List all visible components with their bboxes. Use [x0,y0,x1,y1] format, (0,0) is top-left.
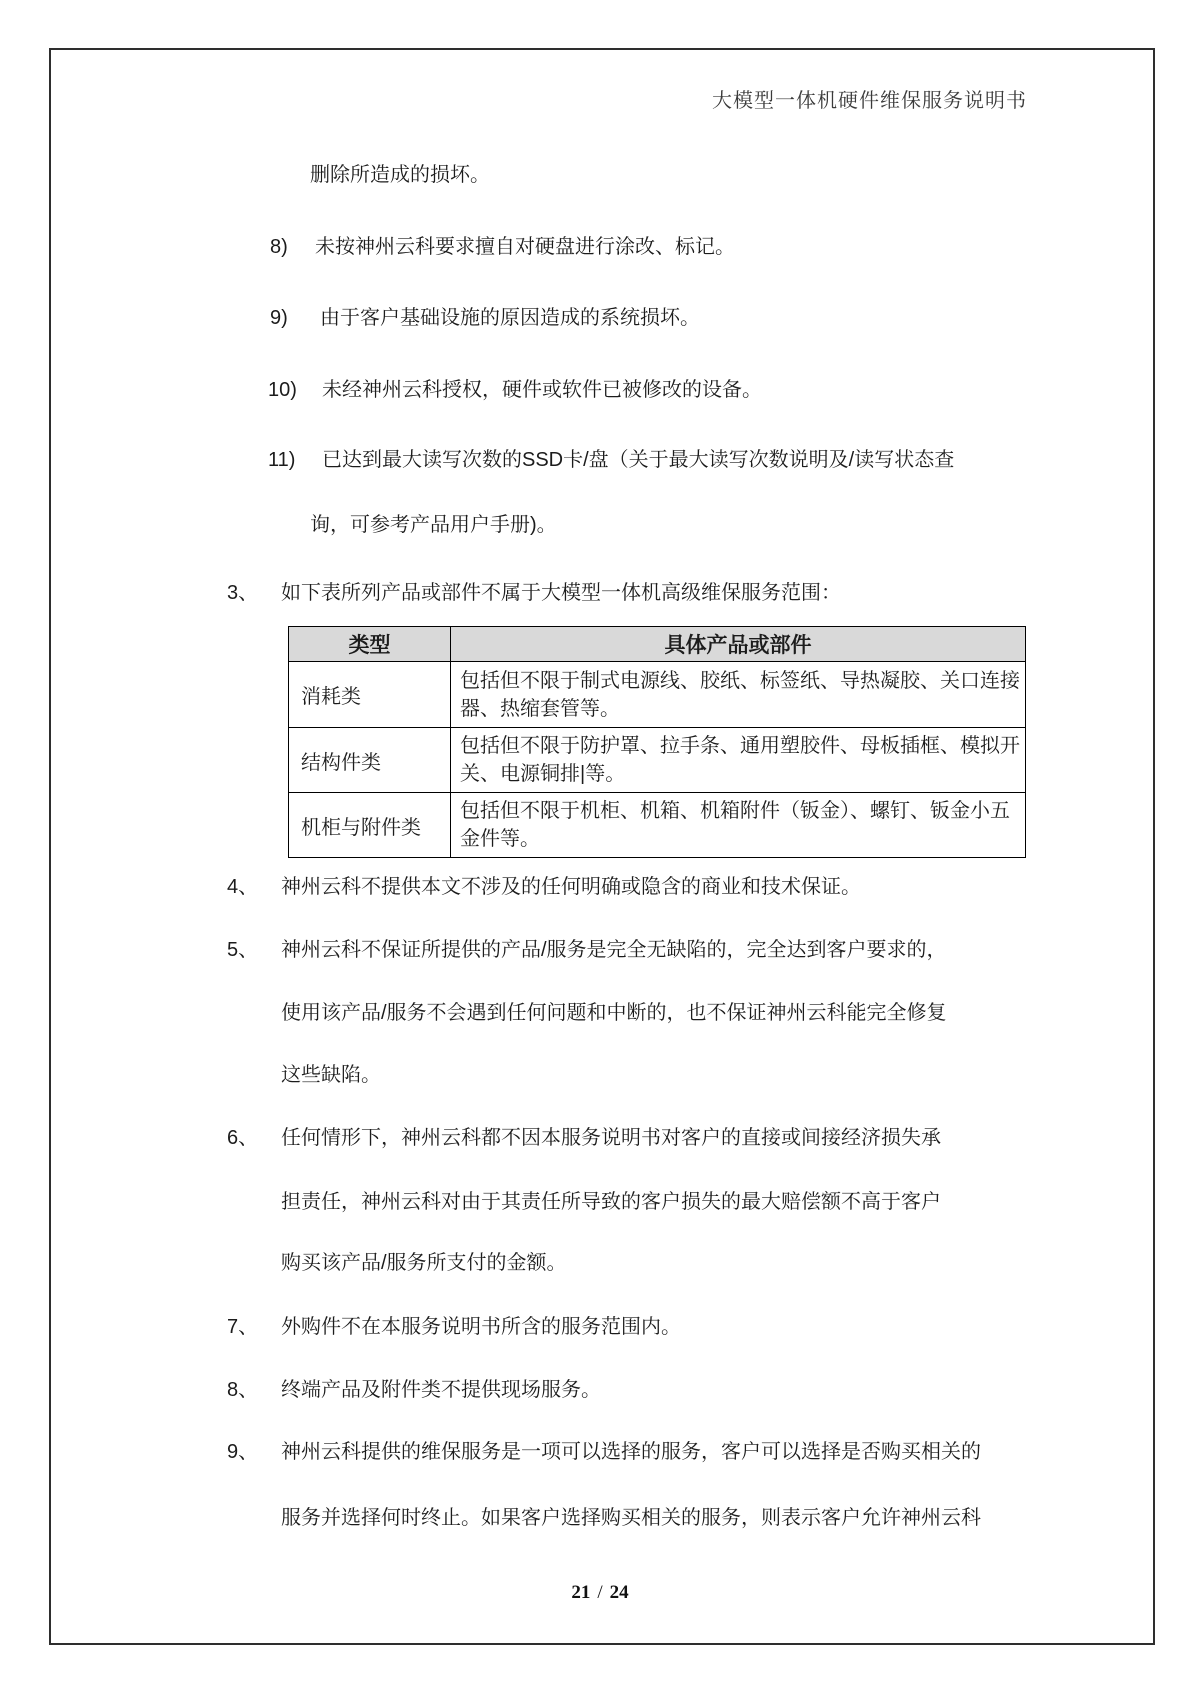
page-number-current: 21 [571,1582,591,1603]
list-item-number: 4、 [227,876,259,898]
list-item-text: 任何情形下，神州云科都不因本服务说明书对客户的直接或间接经济损失承 [281,1127,941,1149]
page-number-separator: / [597,1582,603,1603]
list-item-number: 6、 [227,1127,259,1149]
table-header-row [289,627,1026,662]
table-cell-desc [451,793,1026,858]
sub-item-text: 由于客户基础设施的原因造成的系统损坏。 [320,307,700,329]
list-item-text: 购买该产品/服务所支付的金额。 [281,1252,567,1274]
page-number-total: 24 [609,1582,629,1603]
list-item-text: 终端产品及附件类不提供现场服务。 [281,1379,601,1401]
sub-item-text: 未经神州云科授权，硬件或软件已被修改的设备。 [322,379,762,401]
list-item-text: 神州云科提供的维保服务是一项可以选择的服务，客户可以选择是否购买相关的 [281,1441,981,1463]
sub-item-number: 10) [268,379,297,401]
sub-item-text: 已达到最大读写次数的SSD卡/盘（关于最大读写次数说明及/读写状态查 [322,449,955,471]
table-header-type: 类型 [289,627,451,662]
table-cell-type: 结构件类 [289,728,451,793]
table-cell-type: 机柜与附件类 [289,793,451,858]
list-item-text: 如下表所列产品或部件不属于大模型一体机高级维保服务范围： [281,582,841,604]
table-row [289,662,1026,728]
table-cell-desc [451,662,1026,728]
list-item-text: 神州云科不提供本文不涉及的任何明确或隐含的商业和技术保证。 [281,876,861,898]
table-cell-line: 包括但不限于制式电源线、胶纸、标签纸、导热凝胶、关口连接 [460,669,1020,692]
table-row [289,728,1026,793]
table-header-detail: 具体产品或部件 [451,627,1026,662]
list-item-text: 这些缺陷。 [281,1064,381,1086]
sub-item-number: 8) [270,236,288,258]
list-item-text: 使用该产品/服务不会遇到任何问题和中断的，也不保证神州云科能完全修复 [281,1002,947,1024]
list-item-number: 3、 [227,582,259,604]
table-row [289,793,1026,858]
table-cell-line: 关、电源铜排|等。 [460,763,626,785]
sub-item-number: 9) [270,307,288,329]
exclusion-table [288,626,1026,858]
page-footer [0,1582,1200,1604]
sub-item-text: 询，可参考产品用户手册)。 [310,514,557,536]
sub-item-number: 11) [268,449,296,471]
list-item-number: 8、 [227,1379,259,1401]
list-item-number: 7、 [227,1316,259,1338]
list-item-number: 9、 [227,1441,259,1463]
document-header-title: 大模型一体机硬件维保服务说明书 [712,90,1027,112]
list-item-number: 5、 [227,939,259,961]
sub-item-text: 未按神州云科要求擅自对硬盘进行涂改、标记。 [315,236,735,258]
list-item-text: 神州云科不保证所提供的产品/服务是完全无缺陷的，完全达到客户要求的， [281,939,947,961]
table-cell-line: 器、热缩套管等。 [460,697,620,720]
table-cell-line: 包括但不限于机柜、机箱、机箱附件（钣金）、螺钉、钣金小五 [460,800,1010,822]
table-cell-line: 金件等。 [460,828,540,850]
list-item-text: 外购件不在本服务说明书所含的服务范围内。 [281,1316,681,1338]
table-cell-type: 消耗类 [289,662,451,728]
list-item-text: 担责任，神州云科对由于其责任所导致的客户损失的最大赔偿额不高于客户 [281,1191,941,1213]
table-cell-line: 包括但不限于防护罩、拉手条、通用塑胶件、母板插框、模拟开 [460,735,1020,757]
list-item-text: 服务并选择何时终止。如果客户选择购买相关的服务，则表示客户允许神州云科 [281,1507,981,1529]
list-continuation-line: 删除所造成的损坏。 [310,164,490,186]
table-cell-desc [451,728,1026,793]
